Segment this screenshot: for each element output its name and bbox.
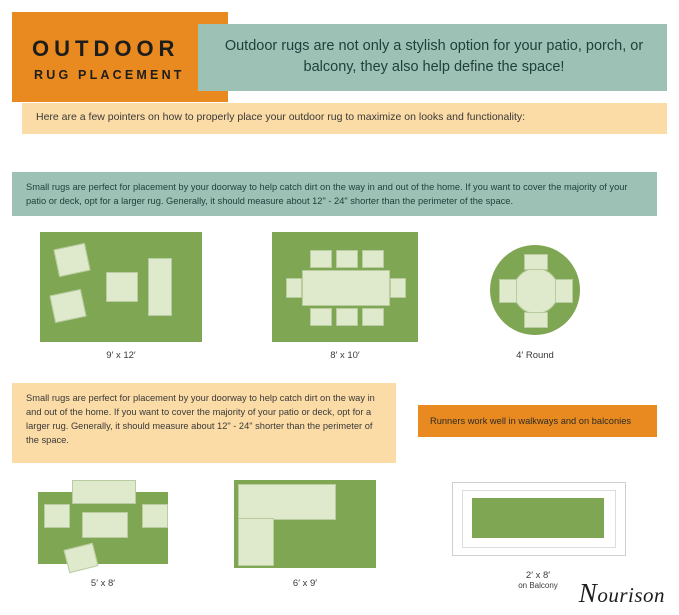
rug-label <box>38 578 168 589</box>
intro-banner <box>198 24 667 91</box>
rug-label-text: 6′ x 9′ <box>292 578 318 589</box>
dining-chair <box>286 278 302 298</box>
round-table <box>513 268 559 314</box>
dining-chair <box>390 278 406 298</box>
sofa <box>148 258 172 316</box>
sectional-sofa <box>238 484 336 520</box>
dining-chair <box>362 250 384 268</box>
rug-label <box>40 350 202 361</box>
dining-chair <box>310 308 332 326</box>
brand-logo <box>579 578 665 609</box>
section2-note <box>12 383 396 463</box>
rug-label <box>272 350 418 361</box>
section1-note-text: Small rugs are perfect for placement by your doorway to help catch dirt on the way in and out of the home. If you want to cover the majority of your patio or deck, opt for a larger rug. Generally, it should measure about 12" - 24" shorter than the perimeter of the space. <box>26 182 628 206</box>
dining-chair <box>336 308 358 326</box>
brand-logo-text: ourison <box>597 583 665 607</box>
runner-note <box>418 405 657 437</box>
coffee-table <box>82 512 128 538</box>
title-block <box>12 12 228 102</box>
rug-label <box>485 350 585 361</box>
coffee-table <box>106 272 138 302</box>
rug-shape <box>472 498 604 538</box>
armchair <box>44 504 70 528</box>
rug-label <box>234 578 376 589</box>
intro-banner-text: Outdoor rugs are not only a stylish option for your patio, porch, or balcony, they also help define the space! <box>224 38 644 75</box>
dining-table <box>302 270 390 306</box>
dining-chair <box>524 312 548 328</box>
pointers-band-text: Here are a few pointers on how to properly place your outdoor rug to maximize on looks and functionality: <box>36 111 526 123</box>
section2-note-text: Small rugs are perfect for placement by your doorway to help catch dirt on the way in and out of the home. If you want to cover the majority of your patio or deck, opt for a larger rug. Generally, it should measure about 12" - 24" shorter than the perimeter of the space. <box>26 393 375 445</box>
dining-chair <box>524 254 548 270</box>
sofa <box>72 480 136 504</box>
title-line-1: OUTDOOR <box>32 36 180 61</box>
rug-label-text: 5′ x 8′ <box>90 578 116 589</box>
section1-note <box>12 172 657 216</box>
rug-label-text: 8′ x 10′ <box>330 350 360 361</box>
dining-chair <box>362 308 384 326</box>
sectional-sofa <box>238 518 274 566</box>
pointers-band <box>22 103 667 134</box>
runner-note-text: Runners work well in walkways and on balconies <box>430 416 632 426</box>
rug-label-sub: on Balcony <box>518 581 558 590</box>
dining-chair <box>310 250 332 268</box>
rug-label-text: 2′ x 8′ <box>525 570 551 581</box>
rug-label-text: 4′ Round <box>516 350 554 361</box>
title-line-2: RUG PLACEMENT <box>34 68 185 82</box>
dining-chair <box>555 279 573 303</box>
brand-logo-initial: N <box>578 578 598 608</box>
dining-chair <box>499 279 517 303</box>
rug-label-text: 9′ x 12′ <box>106 350 136 361</box>
dining-chair <box>336 250 358 268</box>
armchair <box>142 504 168 528</box>
